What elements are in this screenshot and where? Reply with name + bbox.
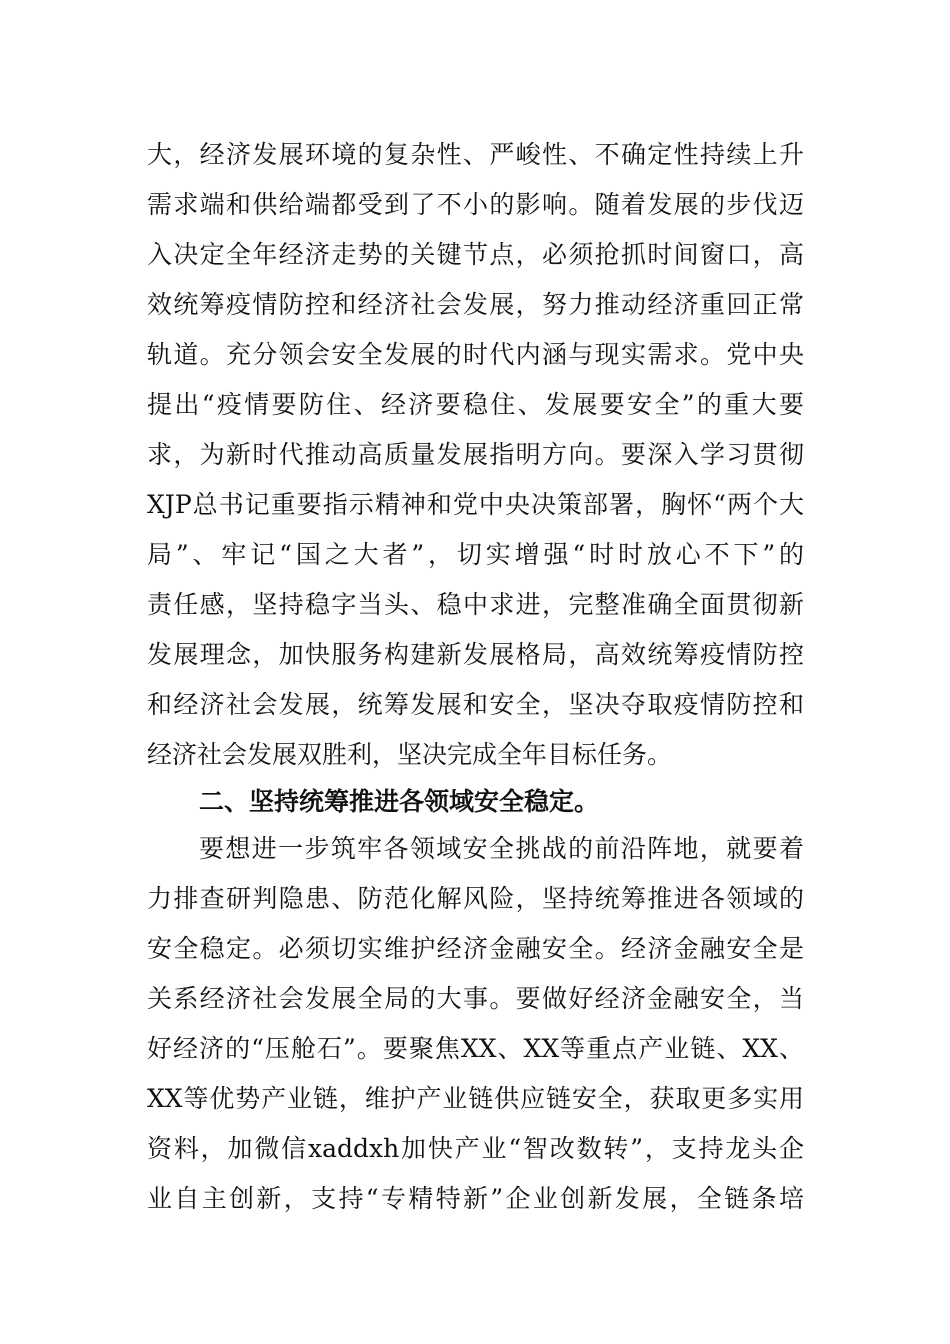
text-line: 经济社会发展双胜利，坚决完成全年目标任务。 [147, 740, 673, 769]
text-line: 轨道。充分领会安全发展的时代内涵与现实需求。党中央 [147, 340, 804, 369]
text-line: 要想进一步筑牢各领域安全挑战的前沿阵地，就要着 [199, 834, 804, 863]
document-page [147, 130, 804, 1224]
text-line: 局”、牢记“国之大者”，切实增强“时时放心不下”的 [147, 540, 804, 569]
text-line: 需求端和供给端都受到了不小的影响。随着发展的步伐迈 [147, 190, 804, 219]
section-heading: 二、坚持统筹推进各领域安全稳定。 [199, 787, 600, 816]
text-line: 大，经济发展环境的复杂性、严峻性、不确定性持续上升 [147, 140, 804, 169]
paragraph-2 [147, 824, 804, 1224]
text-line: 安全稳定。必须切实维护经济金融安全。经济金融安全是 [147, 934, 804, 963]
text-line: 责任感，坚持稳字当头、稳中求进，完整准确全面贯彻新 [147, 590, 804, 619]
text-line: XX等优势产业链，维护产业链供应链安全，获取更多实用 [147, 1084, 804, 1113]
paragraph-1 [147, 130, 804, 780]
text-line: 入决定全年经济走势的关键节点，必须抢抓时间窗口，高 [147, 240, 804, 269]
text-line: 效统筹疫情防控和经济社会发展，努力推动经济重回正常 [147, 290, 804, 319]
text-line: 力排查研判隐患、防范化解风险，坚持统筹推进各领域的 [147, 884, 804, 913]
text-line: 资料，加微信xaddxh加快产业“智改数转”，支持龙头企 [147, 1134, 804, 1163]
text-line: 求，为新时代推动高质量发展指明方向。要深入学习贯彻 [147, 440, 804, 469]
text-line: XJP总书记重要指示精神和党中央决策部署，胸怀“两个大 [147, 490, 804, 519]
text-line: 业自主创新，支持“专精特新”企业创新发展，全链条培 [147, 1184, 804, 1213]
text-line: 关系经济社会发展全局的大事。要做好经济金融安全，当 [147, 984, 804, 1013]
text-line: 提出“疫情要防住、经济要稳住、发展要安全”的重大要 [147, 390, 804, 419]
text-line: 发展理念，加快服务构建新发展格局，高效统筹疫情防控 [147, 640, 804, 669]
text-line: 好经济的“压舱石”。要聚焦XX、XX等重点产业链、XX、 [147, 1034, 804, 1063]
text-line: 和经济社会发展，统筹发展和安全，坚决夺取疫情防控和 [147, 690, 804, 719]
